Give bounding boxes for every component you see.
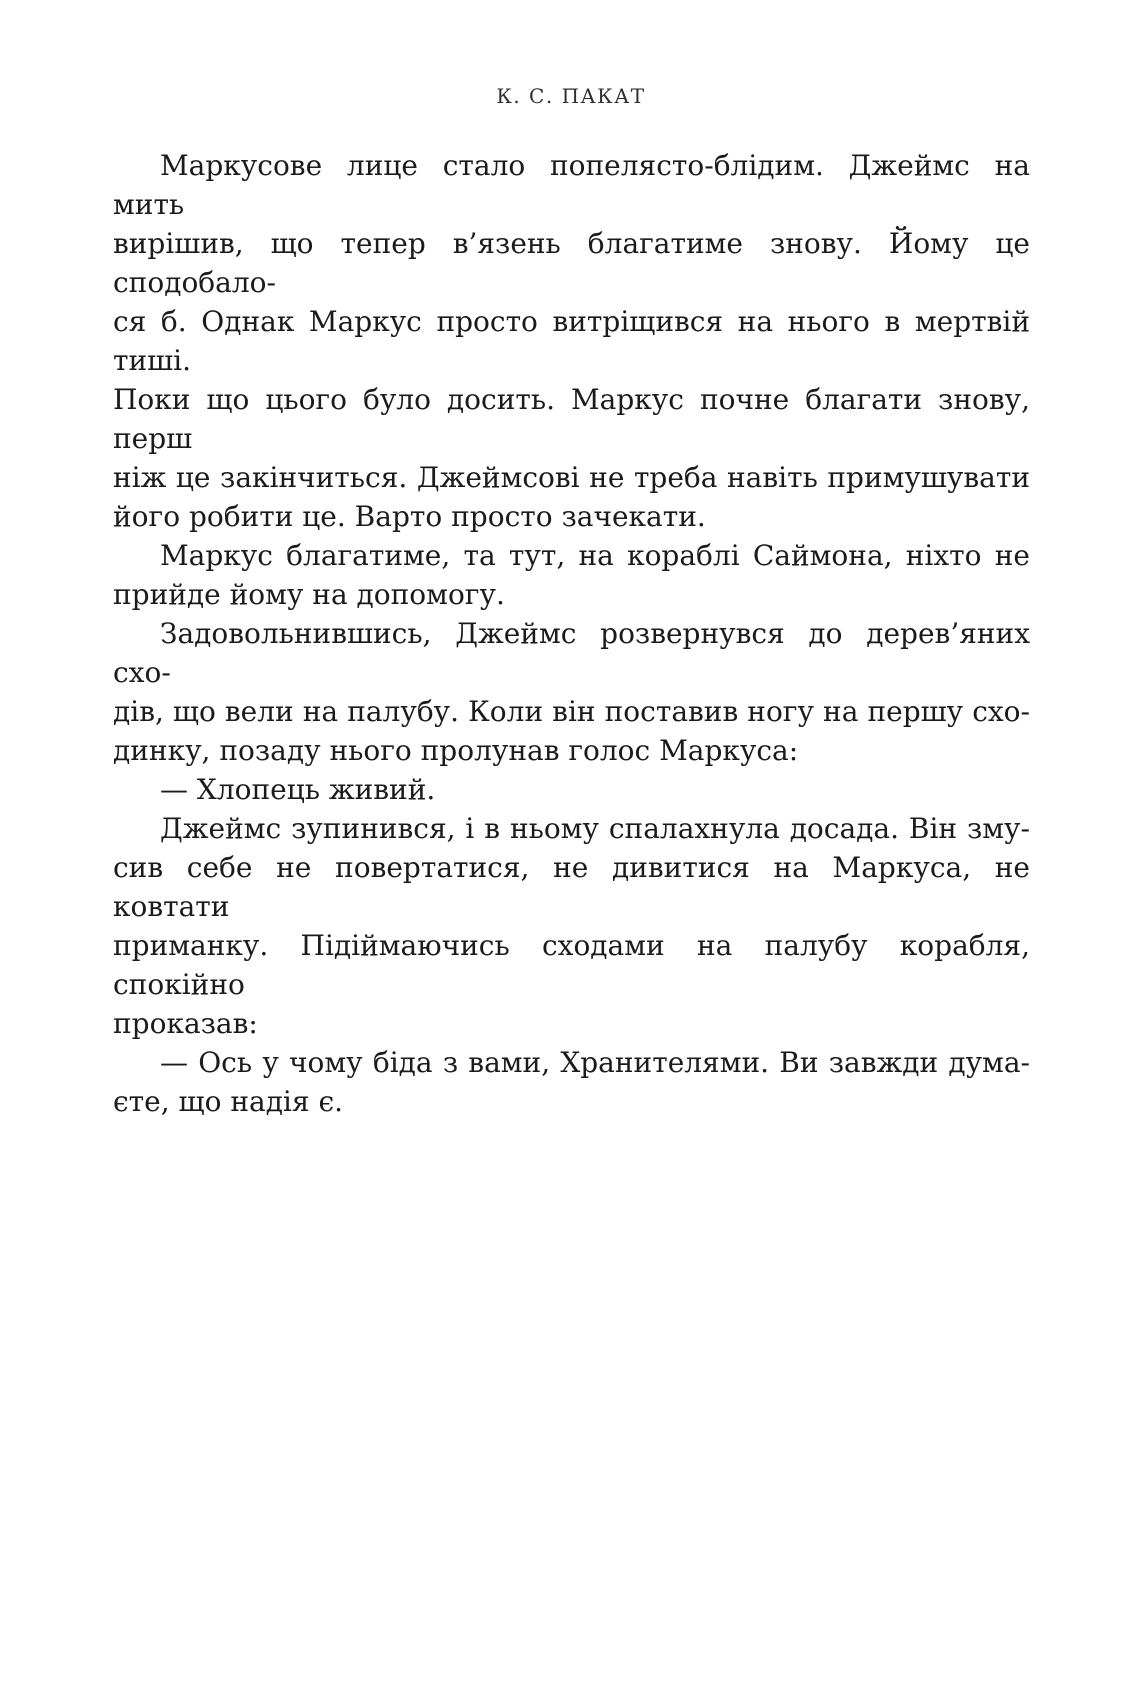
text-line: Джеймс зупинився, і в ньому спалахнула досада. Він зму-	[160, 812, 1030, 845]
paragraph-5	[113, 809, 1030, 1043]
running-header-author: К. С. ПАКАТ	[496, 84, 646, 108]
text-line: — Ось у чому біда з вами, Хранителями. Ви завжди дума-	[160, 1046, 1030, 1079]
paragraph-1	[113, 146, 1030, 536]
text-line: сив себе не повертатися, не дивитися на Маркуса, не ковтати	[113, 851, 1030, 923]
text-line: Маркусове лице стало попелясто-блідим. Джеймс на мить	[113, 149, 1030, 221]
paragraph-4-dialogue	[113, 770, 1030, 809]
text-line: Маркус благатиме, та тут, на кораблі Саймона, ніхто не	[160, 539, 1030, 572]
body-text	[113, 146, 1030, 1121]
text-line: дів, що вели на палубу. Коли він поставив ногу на першу схо-	[113, 695, 1030, 728]
text-line: — Хлопець живий.	[160, 773, 436, 806]
text-line: його робити це. Варто просто зачекати.	[113, 500, 706, 533]
paragraph-3	[113, 614, 1030, 770]
paragraph-2	[113, 536, 1030, 614]
text-line: проказав:	[113, 1007, 258, 1040]
paragraph-6-dialogue	[113, 1043, 1030, 1121]
text-line: прийде йому на допомогу.	[113, 578, 505, 611]
text-line: єте, що надія є.	[113, 1085, 344, 1118]
text-line: Поки що цього було досить. Маркус почне благати знову, перш	[113, 383, 1030, 455]
text-line: приманку. Підіймаючись сходами на палубу корабля, спокійно	[113, 929, 1030, 1001]
text-line: ся б. Однак Маркус просто витріщився на нього в мертвій тиші.	[113, 305, 1030, 377]
text-line: Задовольнившись, Джеймс розвернувся до дерев’яних схо-	[113, 617, 1030, 689]
text-line: ніж це закінчиться. Джеймсові не треба навіть примушувати	[113, 461, 1030, 494]
text-line: динку, позаду нього пролунав голос Маркуса:	[113, 734, 799, 767]
text-line: вирішив, що тепер в’язень благатиме знову. Йому це сподобало-	[113, 227, 1030, 299]
